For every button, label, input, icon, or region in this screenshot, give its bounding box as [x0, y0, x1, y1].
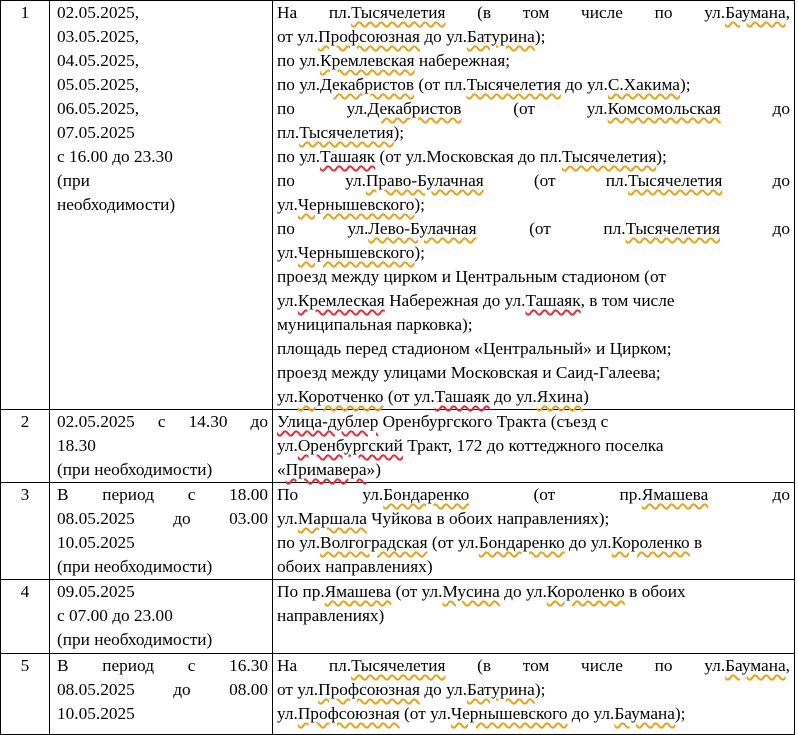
route-line: ул.Профсоюзная (от ул.Чернышевского до ул.Баумана);	[277, 704, 686, 723]
table-row	[1, 1, 795, 410]
date-cell	[50, 580, 273, 654]
route-line: по ул.Кремлевская набережная;	[277, 51, 511, 70]
route-line: пл.Тысячелетия);	[277, 123, 405, 142]
route-line: по ул.Лево-Булачная (от пл.Тысячелетия до	[277, 219, 790, 238]
row-number: 2	[1, 410, 50, 483]
route-line: «Примавера»)	[277, 460, 381, 479]
date-cell	[50, 1, 273, 410]
row-number: 3	[1, 483, 50, 580]
date-line: 10.05.2025	[57, 704, 135, 723]
table-row	[1, 483, 795, 580]
route-line: ул.Чернышевского);	[277, 243, 425, 262]
date-cell	[50, 483, 273, 580]
route-line: проезд между цирком и Центральным стадионом (от	[277, 267, 666, 286]
date-line: 04.05.2025,	[57, 51, 140, 70]
route-line: ул.Маршала Чуйкова в обоих направлениях);	[277, 509, 610, 528]
table-row	[1, 654, 795, 735]
date-line: 08.05.2025 до 03.00	[57, 509, 268, 528]
route-line: направлениях)	[277, 606, 385, 625]
date-line: 10.05.2025	[57, 533, 135, 552]
route-cell	[273, 580, 795, 654]
date-line: 02.05.2025 с 14.30 до	[57, 412, 268, 431]
route-line: ул.Чернышевского);	[277, 195, 425, 214]
route-line: На пл.Тысячелетия (в том числе по ул.Баумана,	[277, 656, 790, 675]
route-line: проезд между улицами Московская и Саид-Галеева;	[277, 363, 661, 382]
date-line: 03.05.2025,	[57, 27, 140, 46]
date-line: 05.05.2025,	[57, 75, 140, 94]
date-line: 18.30	[57, 436, 96, 455]
route-line: по ул.Ташаяк (от ул.Московская до пл.Тысячелетия);	[277, 147, 667, 166]
date-line: 06.05.2025,	[57, 99, 140, 118]
date-line: (при необходимости)	[57, 557, 213, 576]
date-line: (при необходимости)	[57, 460, 213, 479]
route-line: обоих направлениях)	[277, 557, 433, 576]
date-line: с 07.00 до 23.00	[57, 606, 173, 625]
route-cell	[273, 654, 795, 735]
table-row	[1, 410, 795, 483]
date-line: 02.05.2025,	[57, 3, 140, 22]
route-line: муниципальная парковка);	[277, 315, 473, 334]
route-line: по ул.Декабристов (от пл.Тысячелетия до ул.С.Хакима);	[277, 75, 691, 94]
route-line: по ул.Право-Булачная (от пл.Тысячелетия до	[277, 171, 790, 190]
route-line: ул.Коротченко (от ул.Ташаяк до ул.Яхина)	[277, 387, 589, 406]
route-line: По пр.Ямашева (от ул.Мусина до ул.Короленко в обоих	[277, 582, 686, 601]
route-line: от ул.Профсоюзная до ул.Батурина);	[277, 27, 546, 46]
route-line: ул.Оренбургский Тракт, 172 до коттеджного поселка	[277, 436, 664, 455]
date-line: 08.05.2025 до 08.00	[57, 680, 268, 699]
date-line: (при необходимости)	[57, 630, 213, 649]
date-line: В период с 16.30	[57, 656, 268, 675]
route-line: от ул.Профсоюзная до ул.Батурина);	[277, 680, 546, 699]
route-line: На пл.Тысячелетия (в том числе по ул.Баумана,	[277, 3, 790, 22]
route-line: площадь перед стадионом «Центральный» и Цирком;	[277, 339, 672, 358]
route-line: ул.Кремлеская Набережная до ул.Ташаяк, в том числе	[277, 291, 675, 310]
route-cell	[273, 410, 795, 483]
table-row	[1, 580, 795, 654]
date-cell	[50, 410, 273, 483]
date-line: В период с 18.00	[57, 485, 268, 504]
route-cell	[273, 483, 795, 580]
date-line: (при	[57, 171, 90, 190]
date-line: с 16.00 до 23.30	[57, 147, 173, 166]
date-line: 09.05.2025	[57, 582, 135, 601]
row-number: 1	[1, 1, 50, 410]
route-line: По ул.Бондаренко (от пр.Ямашева до	[277, 485, 790, 504]
date-line: 07.05.2025	[57, 123, 135, 142]
route-cell	[273, 1, 795, 410]
route-line: по ул.Волгоградская (от ул.Бондаренко до ул.Короленко в	[277, 533, 703, 552]
date-cell	[50, 654, 273, 735]
row-number: 5	[1, 654, 50, 735]
row-number: 4	[1, 580, 50, 654]
route-line: Улица-дублер Оренбургского Тракта (съезд с	[277, 412, 609, 431]
route-line: по ул.Декабристов (от ул.Комсомольская до	[277, 99, 790, 118]
date-line: необходимости)	[57, 195, 176, 214]
